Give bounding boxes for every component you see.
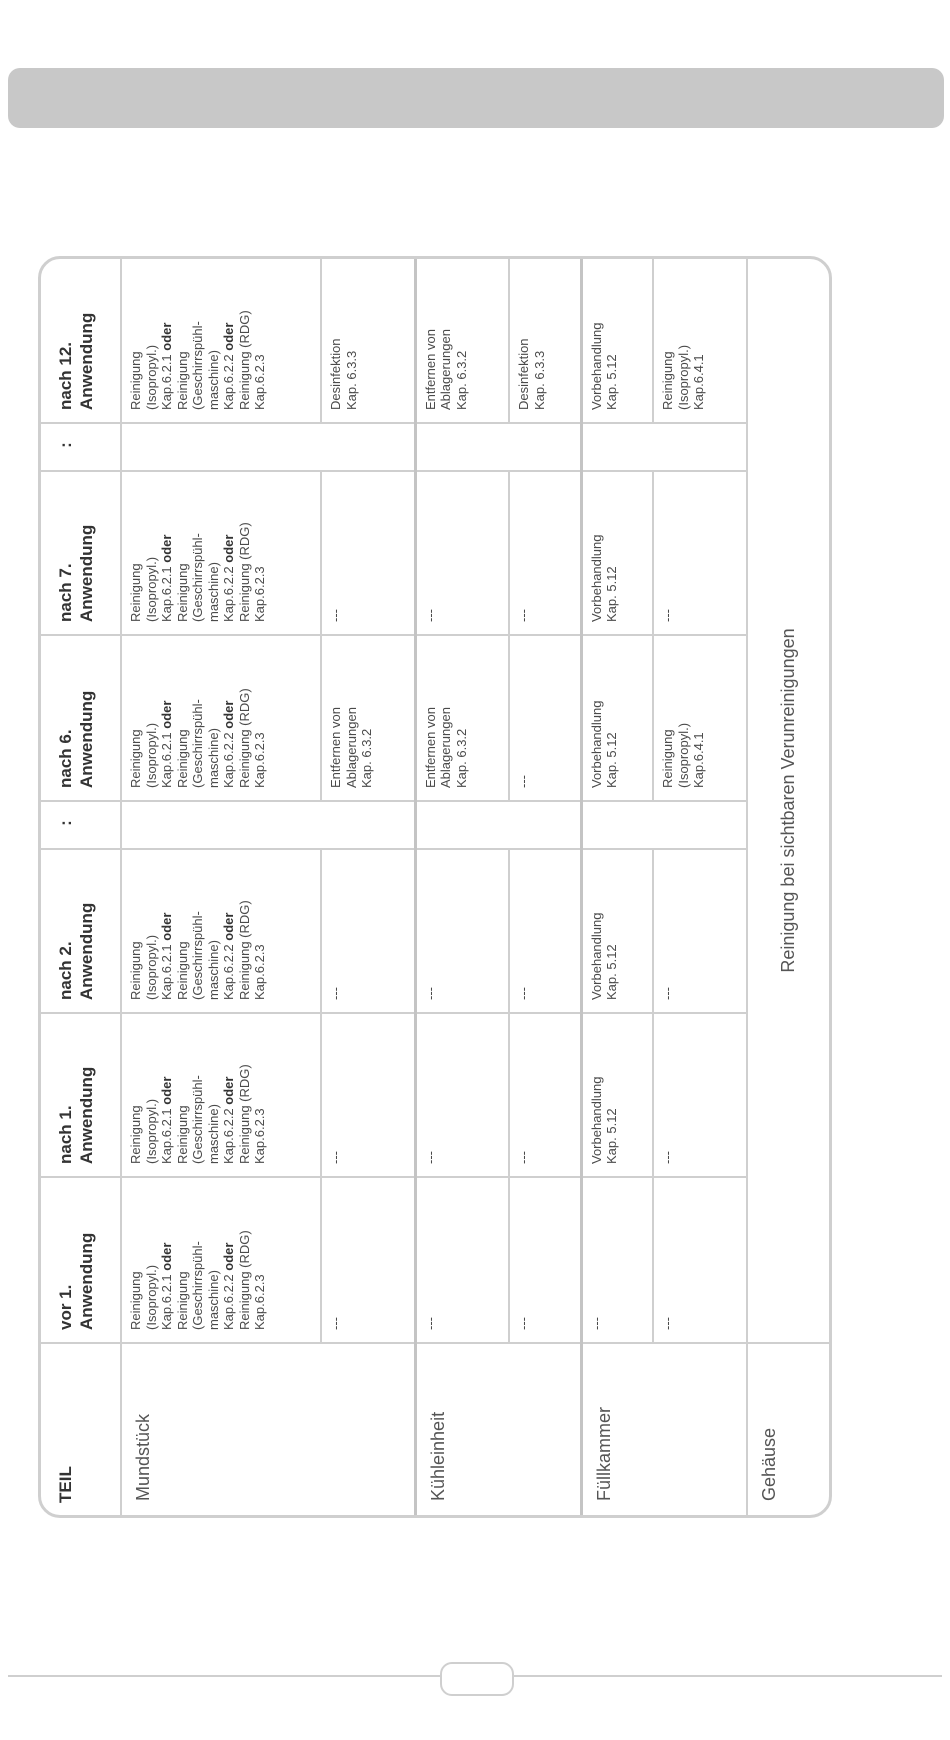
header-separator-2: : — [41, 423, 121, 471]
cell-dash: --- — [415, 471, 509, 635]
cell-dash: --- — [653, 471, 747, 635]
header-vor-1: vor 1. Anwendung — [41, 1177, 121, 1343]
cell-dash: --- — [321, 1013, 415, 1177]
cell-pretreatment: Vorbehandlung Kap. 5.12 — [581, 259, 653, 423]
cell-dash: --- — [415, 1177, 509, 1343]
cell-cleaning: Reinigung (Isopropyl.) Kap.6.2.1 oder Reinigung (Geschirrspühl- maschine) Kap.6.2.2 oder Reinigung (RDG) Kap.6.2.3 — [121, 1013, 321, 1177]
mundstueck-row-cleaning — [121, 259, 321, 1515]
cell-pretreatment: Vorbehandlung Kap. 5.12 — [581, 635, 653, 801]
schedule-table — [41, 259, 829, 1515]
separator-cell — [581, 423, 747, 471]
header-nach-6: nach 6. Anwendung — [41, 635, 121, 801]
header-teil: TEIL — [41, 1343, 121, 1515]
rotated-table-frame — [41, 259, 829, 1515]
cell-dash: --- — [581, 1177, 653, 1343]
cell-deposits: Entfernen von Ablagerungen Kap. 6.3.2 — [415, 259, 509, 423]
separator-cell — [121, 423, 415, 471]
cell-pretreatment: Vorbehandlung Kap. 5.12 — [581, 1013, 653, 1177]
cell-cleaning: Reinigung (Isopropyl.) Kap.6.2.1 oder Reinigung (Geschirrspühl- maschine) Kap.6.2.2 oder Reinigung (RDG) Kap.6.2.3 — [121, 1177, 321, 1343]
cell-dash: --- — [321, 1177, 415, 1343]
page-number-tab — [440, 1662, 514, 1696]
cell-dash: --- — [321, 471, 415, 635]
cell-pretreatment: Vorbehandlung Kap. 5.12 — [581, 471, 653, 635]
cell-dash: --- — [415, 849, 509, 1013]
cell-disinfection: Desinfektion Kap. 6.3.3 — [509, 259, 581, 423]
cell-dash: --- — [653, 1013, 747, 1177]
part-gehaeuse: Gehäuse — [747, 1343, 829, 1515]
cell-deposits: Entfernen von Ablagerungen Kap. 6.3.2 — [321, 635, 415, 801]
fuellkammer-row-1 — [581, 259, 653, 1515]
separator-cell — [121, 801, 415, 849]
cell-dash: --- — [509, 635, 581, 801]
separator-cell — [415, 423, 581, 471]
header-nach-2: nach 2. Anwendung — [41, 849, 121, 1013]
header-row — [41, 259, 121, 1515]
cell-cleaning: Reinigung (Isopropyl.) Kap.6.2.1 oder Reinigung (Geschirrspühl- maschine) Kap.6.2.2 oder Reinigung (RDG) Kap.6.2.3 — [121, 635, 321, 801]
top-banner — [8, 68, 944, 128]
cell-dash: --- — [415, 1013, 509, 1177]
header-nach-7: nach 7. Anwendung — [41, 471, 121, 635]
cell-isopropyl-cleaning: Reinigung (Isopropyl.) Kap.6.4.1 — [653, 259, 747, 423]
header-nach-12: nach 12. Anwendung — [41, 259, 121, 423]
cell-cleaning: Reinigung (Isopropyl.) Kap.6.2.1 oder Reinigung (Geschirrspühl- maschine) Kap.6.2.2 oder Reinigung (RDG) Kap.6.2.3 — [121, 849, 321, 1013]
cell-dash: --- — [509, 471, 581, 635]
header-separator-1: : — [41, 801, 121, 849]
cell-cleaning: Reinigung (Isopropyl.) Kap.6.2.1 oder Reinigung (Geschirrspühl- maschine) Kap.6.2.2 oder Reinigung (RDG) Kap.6.2.3 — [121, 471, 321, 635]
cell-dash: --- — [321, 849, 415, 1013]
cleaning-schedule-table — [38, 256, 832, 1518]
part-fuellkammer: Füllkammer — [581, 1343, 747, 1515]
cell-deposits: Entfernen von Ablagerungen Kap. 6.3.2 — [415, 635, 509, 801]
cell-dash: --- — [509, 1013, 581, 1177]
gehaeuse-note: Reinigung bei sichtbaren Verunreinigungen — [747, 259, 829, 1343]
cell-dash: --- — [653, 1177, 747, 1343]
separator-cell — [581, 801, 747, 849]
cell-dash: --- — [509, 1177, 581, 1343]
cell-dash: --- — [653, 849, 747, 1013]
cell-pretreatment: Vorbehandlung Kap. 5.12 — [581, 849, 653, 1013]
gehaeuse-row — [747, 259, 829, 1515]
header-nach-1: nach 1. Anwendung — [41, 1013, 121, 1177]
cell-dash: --- — [509, 849, 581, 1013]
cell-isopropyl-cleaning: Reinigung (Isopropyl.) Kap.6.4.1 — [653, 635, 747, 801]
separator-cell — [415, 801, 581, 849]
part-kuehleinheit: Kühleinheit — [415, 1343, 581, 1515]
kuehleinheit-row-1 — [415, 259, 509, 1515]
cell-cleaning: Reinigung (Isopropyl.) Kap.6.2.1 oder Reinigung (Geschirrspühl- maschine) Kap.6.2.2 oder Reinigung (RDG) Kap.6.2.3 — [121, 259, 321, 423]
part-mundstueck: Mundstück — [121, 1343, 415, 1515]
cell-disinfection: Desinfektion Kap. 6.3.3 — [321, 259, 415, 423]
